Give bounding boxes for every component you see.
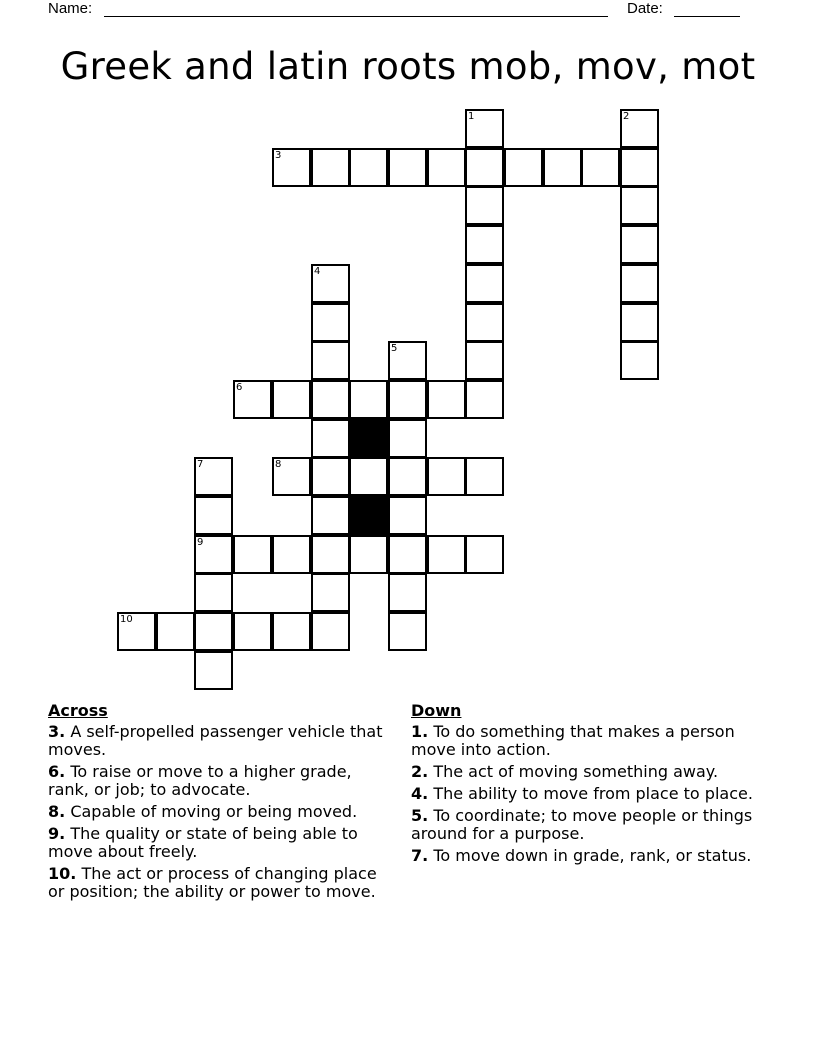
block-cell [349, 496, 388, 535]
grid-cell[interactable] [194, 651, 233, 690]
grid-cell[interactable] [349, 148, 388, 187]
grid-cell[interactable] [272, 535, 311, 574]
grid-cell[interactable] [233, 612, 272, 651]
grid-cell[interactable] [349, 535, 388, 574]
grid-cell[interactable] [311, 535, 350, 574]
clue-text: The ability to move from place to place. [433, 784, 753, 803]
grid-cell[interactable] [388, 573, 427, 612]
grid-cell[interactable] [465, 264, 504, 303]
grid-cell[interactable] [427, 457, 466, 496]
across-clue [48, 865, 393, 901]
grid-cell[interactable] [233, 380, 272, 419]
grid-cell[interactable] [311, 573, 350, 612]
grid-cell[interactable] [465, 535, 504, 574]
grid-cell[interactable] [194, 457, 233, 496]
down-heading: Down [411, 701, 462, 720]
across-heading: Across [48, 701, 108, 720]
clue-number: 10. [48, 864, 77, 883]
grid-cell[interactable] [194, 535, 233, 574]
grid-cell[interactable] [427, 148, 466, 187]
grid-cell[interactable] [620, 186, 659, 225]
clue-text: The act of moving something away. [433, 762, 719, 781]
grid-cell[interactable] [233, 535, 272, 574]
across-clues [48, 702, 393, 905]
grid-cell[interactable] [272, 612, 311, 651]
grid-cell[interactable] [311, 148, 350, 187]
cell-number: 5 [391, 343, 398, 354]
down-clue [411, 723, 756, 759]
grid-cell[interactable] [581, 148, 620, 187]
grid-cell[interactable] [620, 109, 659, 148]
grid-cell[interactable] [194, 612, 233, 651]
grid-cell[interactable] [194, 496, 233, 535]
across-clue [48, 803, 393, 821]
grid-cell[interactable] [620, 148, 659, 187]
cell-number: 1 [468, 111, 475, 122]
clue-text: The act or process of changing place or position; the ability or power to move. [48, 864, 377, 901]
across-clue [48, 723, 393, 759]
grid-cell[interactable] [156, 612, 195, 651]
cell-number: 3 [275, 150, 282, 161]
down-clue [411, 807, 756, 843]
down-clue [411, 847, 756, 865]
grid-cell[interactable] [620, 264, 659, 303]
clue-number: 6. [48, 762, 66, 781]
grid-cell[interactable] [272, 380, 311, 419]
cell-number: 9 [197, 537, 204, 548]
grid-cell[interactable] [388, 419, 427, 458]
block-cell [349, 419, 388, 458]
grid-cell[interactable] [311, 419, 350, 458]
grid-cell[interactable] [504, 148, 543, 187]
cell-number: 10 [120, 614, 133, 625]
grid-cell[interactable] [388, 535, 427, 574]
name-label: Name: [48, 0, 93, 17]
cell-number: 6 [236, 382, 243, 393]
clue-number: 3. [48, 722, 66, 741]
grid-cell[interactable] [465, 457, 504, 496]
grid-cell[interactable] [388, 148, 427, 187]
clue-text: A self-propelled passenger vehicle that moves. [48, 722, 383, 759]
grid-cell[interactable] [465, 109, 504, 148]
grid-cell[interactable] [620, 341, 659, 380]
grid-cell[interactable] [194, 573, 233, 612]
down-clues [411, 702, 756, 869]
grid-cell[interactable] [465, 225, 504, 264]
grid-cell[interactable] [465, 303, 504, 342]
date-label: Date: [627, 0, 663, 17]
cell-number: 4 [314, 266, 321, 277]
down-clue [411, 763, 756, 781]
cell-number: 2 [623, 111, 630, 122]
grid-cell[interactable] [427, 535, 466, 574]
clue-text: To move down in grade, rank, or status. [433, 846, 752, 865]
clue-number: 9. [48, 824, 66, 843]
grid-cell[interactable] [465, 186, 504, 225]
grid-cell[interactable] [543, 148, 582, 187]
grid-cell[interactable] [272, 148, 311, 187]
grid-cell[interactable] [465, 148, 504, 187]
clue-number: 2. [411, 762, 429, 781]
grid-cell[interactable] [388, 496, 427, 535]
clue-text: The quality or state of being able to move about freely. [48, 824, 358, 861]
grid-cell[interactable] [311, 341, 350, 380]
grid-cell[interactable] [117, 612, 156, 651]
grid-cell[interactable] [311, 303, 350, 342]
grid-cell[interactable] [388, 380, 427, 419]
across-clue [48, 825, 393, 861]
grid-cell[interactable] [465, 341, 504, 380]
across-clue [48, 763, 393, 799]
grid-cell[interactable] [349, 457, 388, 496]
clue-number: 1. [411, 722, 429, 741]
grid-cell[interactable] [272, 457, 311, 496]
page-title: Greek and latin roots mob, mov, mot [60, 45, 756, 88]
clue-text: Capable of moving or being moved. [70, 802, 358, 821]
grid-cell[interactable] [311, 457, 350, 496]
grid-cell[interactable] [311, 380, 350, 419]
clue-number: 5. [411, 806, 429, 825]
clue-text: To coordinate; to move people or things around for a purpose. [411, 806, 753, 843]
grid-cell[interactable] [388, 457, 427, 496]
clue-number: 4. [411, 784, 429, 803]
grid-cell[interactable] [311, 264, 350, 303]
grid-cell[interactable] [388, 341, 427, 380]
grid-cell[interactable] [311, 612, 350, 651]
cell-number: 7 [197, 459, 204, 470]
clue-text: To raise or move to a higher grade, rank, or job; to advocate. [48, 762, 352, 799]
clue-number: 8. [48, 802, 66, 821]
grid-cell[interactable] [311, 496, 350, 535]
grid-cell[interactable] [465, 380, 504, 419]
grid-cell[interactable] [620, 225, 659, 264]
clue-text: To do something that makes a person move into action. [411, 722, 735, 759]
clue-number: 7. [411, 846, 429, 865]
grid-cell[interactable] [388, 612, 427, 651]
down-clue [411, 785, 756, 803]
grid-cell[interactable] [349, 380, 388, 419]
grid-cell[interactable] [427, 380, 466, 419]
grid-cell[interactable] [620, 303, 659, 342]
cell-number: 8 [275, 459, 282, 470]
